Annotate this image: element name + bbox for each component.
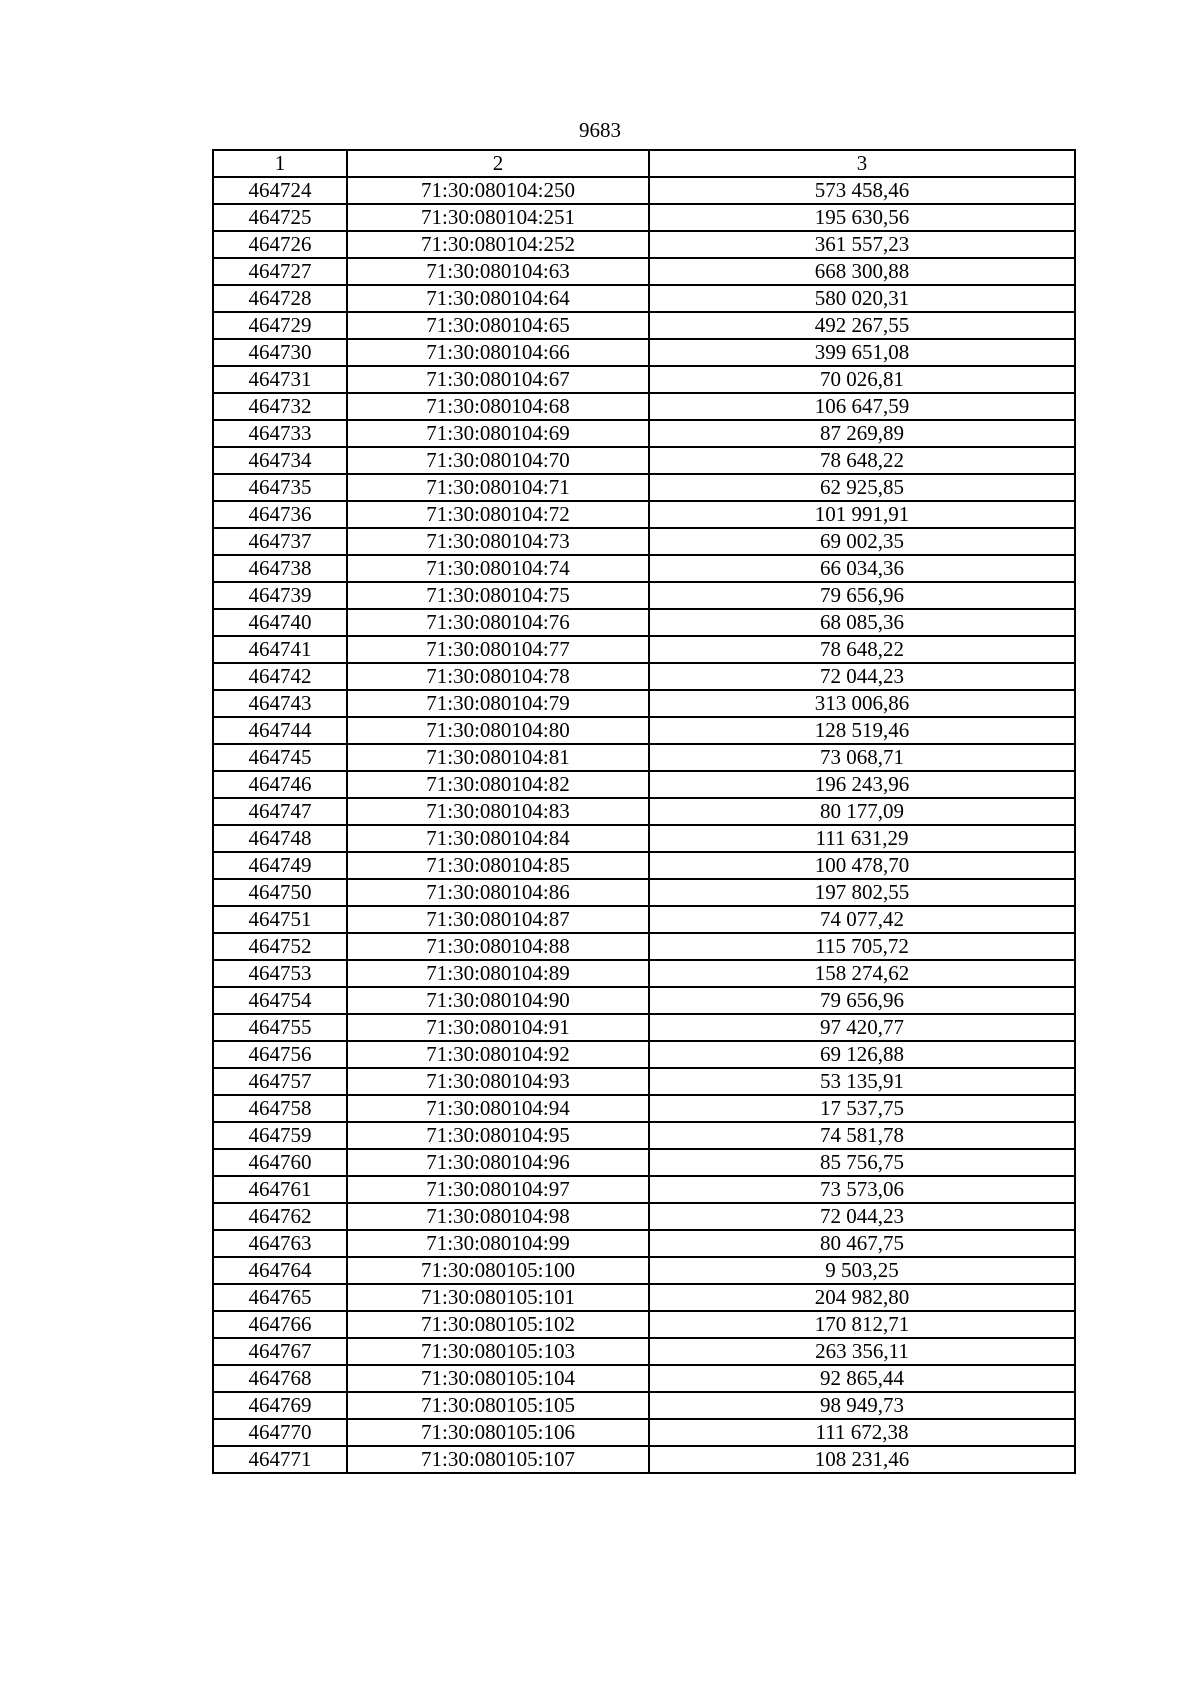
cadastral-number-cell: 71:30:080104:68 <box>347 393 649 420</box>
table-row <box>213 879 1075 906</box>
cadastral-number-cell: 71:30:080104:74 <box>347 555 649 582</box>
table-row <box>213 1338 1075 1365</box>
table-row <box>213 852 1075 879</box>
cadastral-number-cell: 71:30:080104:95 <box>347 1122 649 1149</box>
value-cell: 79 656,96 <box>649 582 1075 609</box>
cadastral-number-cell: 71:30:080104:71 <box>347 474 649 501</box>
row-number-cell: 464741 <box>213 636 347 663</box>
value-cell: 111 631,29 <box>649 825 1075 852</box>
value-cell: 197 802,55 <box>649 879 1075 906</box>
row-number-cell: 464732 <box>213 393 347 420</box>
value-cell: 87 269,89 <box>649 420 1075 447</box>
row-number-cell: 464754 <box>213 987 347 1014</box>
column-header-1: 1 <box>213 150 347 177</box>
cadastral-number-cell: 71:30:080104:84 <box>347 825 649 852</box>
row-number-cell: 464750 <box>213 879 347 906</box>
cadastral-number-cell: 71:30:080104:97 <box>347 1176 649 1203</box>
table-row <box>213 366 1075 393</box>
row-number-cell: 464753 <box>213 960 347 987</box>
table-row <box>213 474 1075 501</box>
table-row <box>213 312 1075 339</box>
cadastral-number-cell: 71:30:080104:65 <box>347 312 649 339</box>
value-cell: 170 812,71 <box>649 1311 1075 1338</box>
table-row <box>213 1014 1075 1041</box>
row-number-cell: 464757 <box>213 1068 347 1095</box>
value-cell: 204 982,80 <box>649 1284 1075 1311</box>
cadastral-number-cell: 71:30:080104:76 <box>347 609 649 636</box>
value-cell: 195 630,56 <box>649 204 1075 231</box>
page-number: 9683 <box>579 118 621 142</box>
table-row <box>213 987 1075 1014</box>
table-row <box>213 798 1075 825</box>
value-cell: 313 006,86 <box>649 690 1075 717</box>
value-cell: 72 044,23 <box>649 663 1075 690</box>
cadastral-number-cell: 71:30:080104:79 <box>347 690 649 717</box>
cadastral-number-cell: 71:30:080104:89 <box>347 960 649 987</box>
table-row <box>213 1095 1075 1122</box>
cadastral-number-cell: 71:30:080104:72 <box>347 501 649 528</box>
value-cell: 98 949,73 <box>649 1392 1075 1419</box>
table-row <box>213 420 1075 447</box>
value-cell: 492 267,55 <box>649 312 1075 339</box>
cadastral-number-cell: 71:30:080104:80 <box>347 717 649 744</box>
value-cell: 361 557,23 <box>649 231 1075 258</box>
value-cell: 108 231,46 <box>649 1446 1075 1473</box>
value-cell: 668 300,88 <box>649 258 1075 285</box>
table-row <box>213 960 1075 987</box>
row-number-cell: 464764 <box>213 1257 347 1284</box>
cadastral-number-cell: 71:30:080105:105 <box>347 1392 649 1419</box>
row-number-cell: 464747 <box>213 798 347 825</box>
row-number-cell: 464730 <box>213 339 347 366</box>
row-number-cell: 464734 <box>213 447 347 474</box>
table-row <box>213 636 1075 663</box>
value-cell: 101 991,91 <box>649 501 1075 528</box>
cadastral-number-cell: 71:30:080105:104 <box>347 1365 649 1392</box>
cadastral-number-cell: 71:30:080105:107 <box>347 1446 649 1473</box>
row-number-cell: 464768 <box>213 1365 347 1392</box>
value-cell: 85 756,75 <box>649 1149 1075 1176</box>
table-row <box>213 1365 1075 1392</box>
column-header-2: 2 <box>347 150 649 177</box>
cadastral-number-cell: 71:30:080104:78 <box>347 663 649 690</box>
cadastral-number-cell: 71:30:080104:66 <box>347 339 649 366</box>
table-row <box>213 582 1075 609</box>
table-row <box>213 906 1075 933</box>
value-cell: 53 135,91 <box>649 1068 1075 1095</box>
table-row <box>213 447 1075 474</box>
value-cell: 62 925,85 <box>649 474 1075 501</box>
cadastral-number-cell: 71:30:080104:70 <box>347 447 649 474</box>
table-row <box>213 1203 1075 1230</box>
value-cell: 80 467,75 <box>649 1230 1075 1257</box>
table-row <box>213 771 1075 798</box>
value-cell: 73 573,06 <box>649 1176 1075 1203</box>
row-number-cell: 464748 <box>213 825 347 852</box>
table-row <box>213 204 1075 231</box>
value-cell: 128 519,46 <box>649 717 1075 744</box>
cadastral-number-cell: 71:30:080104:93 <box>347 1068 649 1095</box>
row-number-cell: 464755 <box>213 1014 347 1041</box>
row-number-cell: 464737 <box>213 528 347 555</box>
row-number-cell: 464742 <box>213 663 347 690</box>
table-row <box>213 609 1075 636</box>
value-cell: 158 274,62 <box>649 960 1075 987</box>
row-number-cell: 464728 <box>213 285 347 312</box>
value-cell: 106 647,59 <box>649 393 1075 420</box>
table-header-row <box>213 150 1075 177</box>
row-number-cell: 464762 <box>213 1203 347 1230</box>
value-cell: 263 356,11 <box>649 1338 1075 1365</box>
cadastral-number-cell: 71:30:080104:87 <box>347 906 649 933</box>
cadastral-number-cell: 71:30:080104:85 <box>347 852 649 879</box>
cadastral-number-cell: 71:30:080105:102 <box>347 1311 649 1338</box>
value-cell: 74 077,42 <box>649 906 1075 933</box>
cadastral-number-cell: 71:30:080105:106 <box>347 1419 649 1446</box>
table-row <box>213 555 1075 582</box>
value-cell: 78 648,22 <box>649 447 1075 474</box>
value-cell: 9 503,25 <box>649 1257 1075 1284</box>
value-cell: 80 177,09 <box>649 798 1075 825</box>
table-row <box>213 1068 1075 1095</box>
value-cell: 74 581,78 <box>649 1122 1075 1149</box>
cadastral-number-cell: 71:30:080104:92 <box>347 1041 649 1068</box>
row-number-cell: 464733 <box>213 420 347 447</box>
cadastral-number-cell: 71:30:080105:103 <box>347 1338 649 1365</box>
value-cell: 79 656,96 <box>649 987 1075 1014</box>
row-number-cell: 464725 <box>213 204 347 231</box>
cadastral-number-cell: 71:30:080104:252 <box>347 231 649 258</box>
row-number-cell: 464727 <box>213 258 347 285</box>
value-cell: 399 651,08 <box>649 339 1075 366</box>
table-row <box>213 663 1075 690</box>
row-number-cell: 464758 <box>213 1095 347 1122</box>
row-number-cell: 464738 <box>213 555 347 582</box>
cadastral-number-cell: 71:30:080104:82 <box>347 771 649 798</box>
cadastral-number-cell: 71:30:080104:64 <box>347 285 649 312</box>
value-cell: 70 026,81 <box>649 366 1075 393</box>
cadastral-number-cell: 71:30:080104:96 <box>347 1149 649 1176</box>
row-number-cell: 464761 <box>213 1176 347 1203</box>
value-cell: 92 865,44 <box>649 1365 1075 1392</box>
table-row <box>213 1284 1075 1311</box>
cadastral-number-cell: 71:30:080104:88 <box>347 933 649 960</box>
table-row <box>213 501 1075 528</box>
value-cell: 17 537,75 <box>649 1095 1075 1122</box>
table-row <box>213 1230 1075 1257</box>
table-row <box>213 744 1075 771</box>
cadastral-number-cell: 71:30:080104:250 <box>347 177 649 204</box>
table-row <box>213 1122 1075 1149</box>
table-row <box>213 231 1075 258</box>
table-row <box>213 690 1075 717</box>
row-number-cell: 464759 <box>213 1122 347 1149</box>
value-cell: 73 068,71 <box>649 744 1075 771</box>
value-cell: 97 420,77 <box>649 1014 1075 1041</box>
row-number-cell: 464765 <box>213 1284 347 1311</box>
cadastral-number-cell: 71:30:080104:83 <box>347 798 649 825</box>
row-number-cell: 464731 <box>213 366 347 393</box>
row-number-cell: 464749 <box>213 852 347 879</box>
row-number-cell: 464763 <box>213 1230 347 1257</box>
value-cell: 72 044,23 <box>649 1203 1075 1230</box>
value-cell: 111 672,38 <box>649 1419 1075 1446</box>
row-number-cell: 464751 <box>213 906 347 933</box>
row-number-cell: 464752 <box>213 933 347 960</box>
row-number-cell: 464729 <box>213 312 347 339</box>
value-cell: 69 002,35 <box>649 528 1075 555</box>
cadastral-number-cell: 71:30:080104:77 <box>347 636 649 663</box>
cadastral-number-cell: 71:30:080104:86 <box>347 879 649 906</box>
cadastral-number-cell: 71:30:080104:81 <box>347 744 649 771</box>
cadastral-number-cell: 71:30:080104:67 <box>347 366 649 393</box>
table-row <box>213 717 1075 744</box>
row-number-cell: 464766 <box>213 1311 347 1338</box>
table-row <box>213 258 1075 285</box>
value-cell: 196 243,96 <box>649 771 1075 798</box>
row-number-cell: 464736 <box>213 501 347 528</box>
cadastral-number-cell: 71:30:080104:73 <box>347 528 649 555</box>
value-cell: 78 648,22 <box>649 636 1075 663</box>
value-cell: 66 034,36 <box>649 555 1075 582</box>
cadastral-number-cell: 71:30:080105:101 <box>347 1284 649 1311</box>
row-number-cell: 464724 <box>213 177 347 204</box>
table-row <box>213 1446 1075 1473</box>
value-cell: 573 458,46 <box>649 177 1075 204</box>
registry-table-body <box>213 150 1075 1473</box>
value-cell: 115 705,72 <box>649 933 1075 960</box>
table-row <box>213 825 1075 852</box>
row-number-cell: 464744 <box>213 717 347 744</box>
value-cell: 100 478,70 <box>649 852 1075 879</box>
cadastral-number-cell: 71:30:080104:99 <box>347 1230 649 1257</box>
cadastral-number-cell: 71:30:080104:69 <box>347 420 649 447</box>
cadastral-number-cell: 71:30:080104:90 <box>347 987 649 1014</box>
table-row <box>213 393 1075 420</box>
cadastral-number-cell: 71:30:080104:91 <box>347 1014 649 1041</box>
table-row <box>213 528 1075 555</box>
cadastral-number-cell: 71:30:080104:94 <box>347 1095 649 1122</box>
row-number-cell: 464743 <box>213 690 347 717</box>
cadastral-number-cell: 71:30:080104:251 <box>347 204 649 231</box>
row-number-cell: 464769 <box>213 1392 347 1419</box>
value-cell: 68 085,36 <box>649 609 1075 636</box>
table-row <box>213 339 1075 366</box>
table-row <box>213 1149 1075 1176</box>
row-number-cell: 464770 <box>213 1419 347 1446</box>
cadastral-number-cell: 71:30:080104:75 <box>347 582 649 609</box>
value-cell: 69 126,88 <box>649 1041 1075 1068</box>
row-number-cell: 464745 <box>213 744 347 771</box>
cadastral-number-cell: 71:30:080104:98 <box>347 1203 649 1230</box>
column-header-3: 3 <box>649 150 1075 177</box>
row-number-cell: 464760 <box>213 1149 347 1176</box>
table-row <box>213 1311 1075 1338</box>
table-row <box>213 285 1075 312</box>
cadastral-number-cell: 71:30:080105:100 <box>347 1257 649 1284</box>
row-number-cell: 464740 <box>213 609 347 636</box>
row-number-cell: 464746 <box>213 771 347 798</box>
table-row <box>213 1419 1075 1446</box>
table-row <box>213 1257 1075 1284</box>
cadastral-number-cell: 71:30:080104:63 <box>347 258 649 285</box>
table-row <box>213 1392 1075 1419</box>
value-cell: 580 020,31 <box>649 285 1075 312</box>
table-row <box>213 933 1075 960</box>
registry-table <box>212 149 1076 1474</box>
row-number-cell: 464756 <box>213 1041 347 1068</box>
row-number-cell: 464767 <box>213 1338 347 1365</box>
row-number-cell: 464726 <box>213 231 347 258</box>
table-row <box>213 177 1075 204</box>
table-row <box>213 1041 1075 1068</box>
table-row <box>213 1176 1075 1203</box>
row-number-cell: 464739 <box>213 582 347 609</box>
row-number-cell: 464771 <box>213 1446 347 1473</box>
row-number-cell: 464735 <box>213 474 347 501</box>
